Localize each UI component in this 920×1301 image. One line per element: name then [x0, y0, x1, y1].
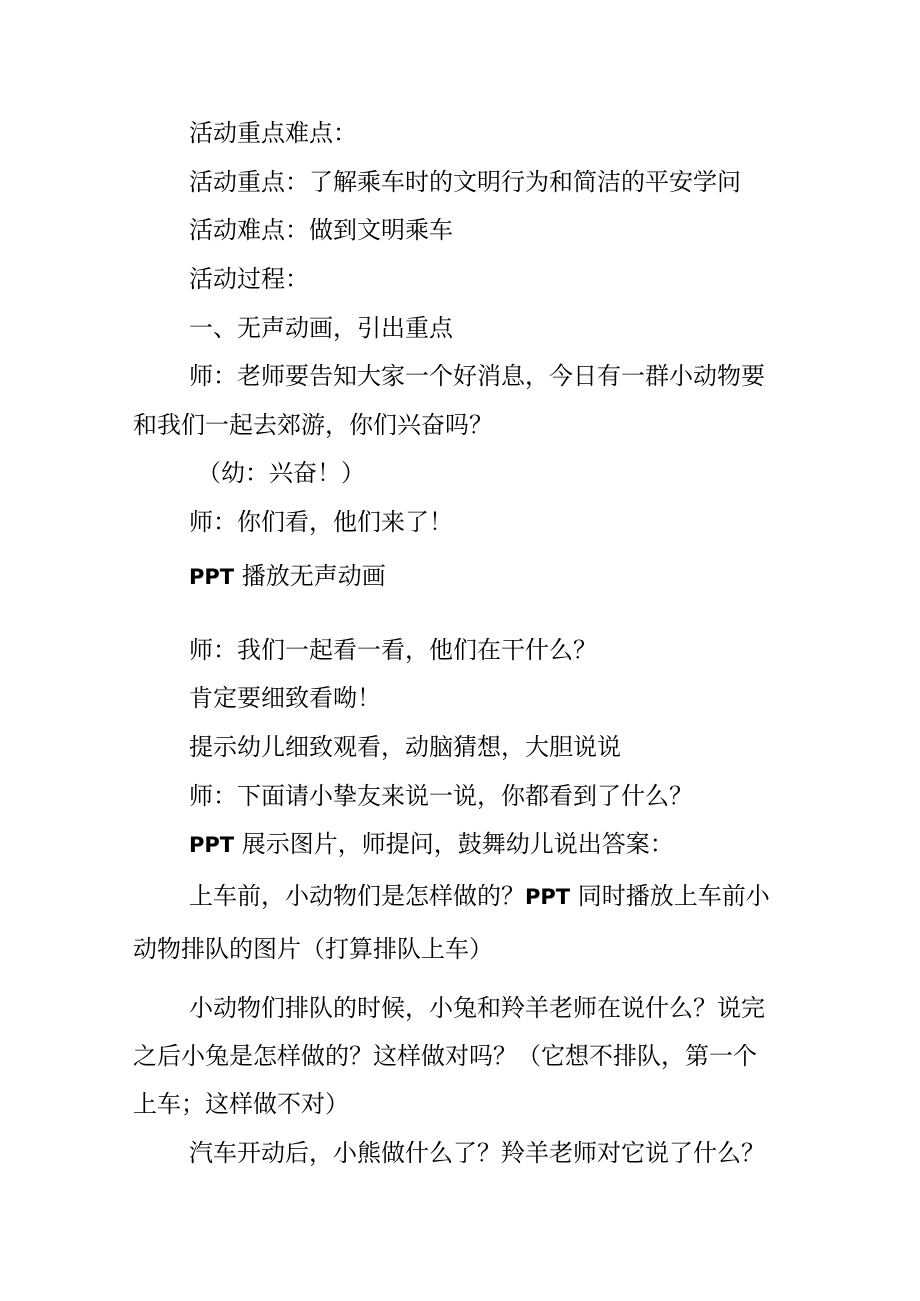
paragraph: [189, 561, 386, 592]
paragraph: 师：我们一起看一看，他们在干什么？: [189, 636, 597, 664]
paragraph: 小动物们排队的时候，小兔和羚羊老师在说什么？说完: [189, 994, 765, 1022]
paragraph: 活动重点：了解乘车时的文明行为和简洁的平安学问: [189, 168, 741, 196]
paragraph-text: 播放无声动画: [241, 562, 386, 590]
paragraph-text: 展示图片，师提问，鼓舞幼儿说出答案：: [241, 830, 674, 858]
paragraph: （幼：兴奋！）: [197, 459, 365, 487]
paragraph: 提示幼儿细致观看，动脑猜想，大胆说说: [189, 733, 621, 761]
paragraph: 动物排队的图片（打算排队上车）: [133, 935, 493, 963]
paragraph: 上车；这样做不对）: [133, 1090, 349, 1118]
paragraph-text: 上车前，小动物们是怎样做的？: [189, 882, 525, 910]
paragraph: 师：下面请小挚友来说一说，你都看到了什么？: [189, 782, 693, 810]
paragraph-text: 同时播放上车前小: [577, 882, 770, 910]
paragraph: 活动难点：做到文明乘车: [189, 216, 453, 244]
paragraph: 师：你们看，他们来了！: [189, 508, 453, 536]
paragraph: [189, 881, 770, 912]
ppt-label: PPT: [189, 565, 235, 589]
paragraph: 活动过程：: [189, 265, 309, 293]
paragraph: 肯定要细致看呦！: [189, 684, 381, 712]
paragraph: 汽车开动后，小熊做什么了？羚羊老师对它说了什么？: [189, 1139, 765, 1167]
paragraph: 活动重点难点：: [189, 119, 357, 147]
ppt-label: PPT: [189, 833, 235, 857]
paragraph: [189, 829, 674, 860]
paragraph: 一、无声动画，引出重点: [189, 314, 453, 342]
paragraph: 和我们一起去郊游，你们兴奋吗？: [133, 411, 493, 439]
paragraph: 之后小兔是怎样做的？这样做对吗？（它想不排队，第一个: [133, 1042, 757, 1070]
paragraph: 师：老师要告知大家一个好消息，今日有一群小动物要: [189, 362, 765, 390]
ppt-label: PPT: [525, 885, 571, 909]
